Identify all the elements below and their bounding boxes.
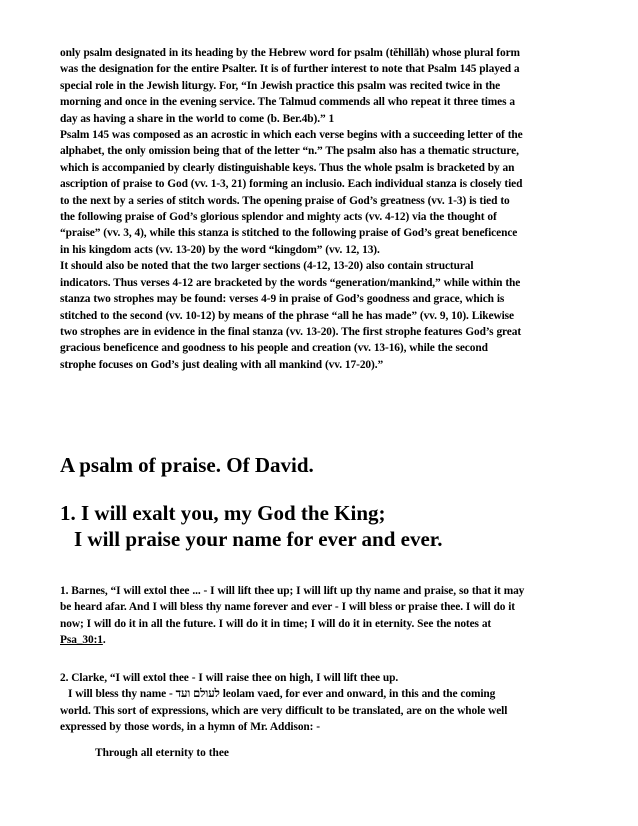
- text-line: 1. Barnes, “I will extol thee ... - I will lift thee up; I will lift up thy name and praise, so that it may: [60, 585, 525, 597]
- text-line: expressed by those words, in a hymn of Mr. Addison: -: [60, 721, 320, 734]
- intro-paragraph: [60, 45, 580, 373]
- text-line: in his kingdom acts (vv. 13-20) by the word “kingdom” (vv. 12, 13).: [60, 243, 380, 256]
- psalm-title: A psalm of praise. Of David.: [60, 453, 314, 477]
- text-line: [60, 632, 580, 648]
- barnes-commentary: [60, 583, 580, 649]
- text-line: morning and once in the evening service. The Talmud commends all who repeat it three times a: [60, 96, 515, 109]
- text-line: ascription of praise to God (vv. 1-3, 21) forming an inclusio. Each individual stanza is closely tied: [60, 178, 523, 191]
- text-line: I will bless thy name - לעולם ועד leolam vaed, for ever and onward, in this and the coming: [68, 688, 496, 701]
- scripture-link[interactable]: Psa_30:1: [60, 634, 103, 647]
- text-line: 2. Clarke, “I will extol thee - I will raise thee on high, I will lift thee up.: [60, 672, 399, 684]
- text-line: two strophes are in evidence in the final stanza (vv. 13-20). The first strophe features God’s great: [60, 325, 522, 338]
- text-line: stitched to the second (vv. 10-12) by means of the phrase “all he has made” (vv. 9, 10). Likewise: [60, 309, 514, 322]
- text-line: the following praise of God’s glorious splendor and mighty acts (vv. 4-12) via the thought of: [60, 211, 497, 224]
- text-line: now; I will do it in all the future. I will do it in time; I will do it in eternity. See the notes at: [60, 617, 492, 630]
- text-line: alphabet, the only omission being that of the letter “n.” The psalm also has a thematic structure,: [60, 145, 519, 158]
- text-line: world. This sort of expressions, which are very difficult to be translated, are on the whole well: [60, 704, 508, 717]
- verse-1-line-2: I will praise your name for ever and ever.: [74, 527, 443, 551]
- text-line: to the next by a series of stitch words. The opening praise of God’s greatness (vv. 1-3) is tied to: [60, 194, 510, 207]
- text-line: It should also be noted that the two larger sections (4-12, 13-20) also contain structural: [60, 260, 474, 273]
- text-line: only psalm designated in its heading by the Hebrew word for psalm (tĕhillāh) whose plural form: [60, 47, 520, 59]
- text-line: “praise” (vv. 3, 4), while this stanza is stitched to the following praise of God’s great beneficence: [60, 227, 518, 240]
- clarke-commentary: [60, 670, 580, 736]
- text-line: gracious beneficence and goodness to his people and creation (vv. 13-16), while the second: [60, 342, 488, 355]
- text-line: which is accompanied by clearly distinguishable keys. Thus the whole psalm is bracketed by an: [60, 161, 515, 174]
- poem-line: Through all eternity to thee: [95, 747, 229, 759]
- text-line: stanza two strophes may be found: verses 4-9 in praise of God’s goodness and grace, which is: [60, 293, 505, 306]
- text-line: be heard afar. And I will bless thy name forever and ever - I will bless or praise thee. I will do it: [60, 601, 515, 614]
- verse-1-line-1: 1. I will exalt you, my God the King;: [60, 501, 386, 525]
- text-line: indicators. Thus verses 4-12 are bracketed by the words “generation/mankind,” while within the: [60, 276, 521, 289]
- text-line: special role in the Jewish liturgy. For, “In Jewish practice this psalm was recited twice in the: [60, 79, 501, 92]
- text-line: Psalm 145 was composed as an acrostic in which each verse begins with a succeeding letter of the: [60, 129, 523, 142]
- link-suffix: .: [102, 634, 106, 647]
- text-line: strophe focuses on God’s just dealing with all mankind (vv. 17-20).”: [60, 358, 384, 371]
- text-line: was the designation for the entire Psalter. It is of further interest to note that Psalm 145 played a: [60, 63, 520, 76]
- text-line: day as having a share in the world to come (b. Ber.4b).” 1: [60, 112, 335, 125]
